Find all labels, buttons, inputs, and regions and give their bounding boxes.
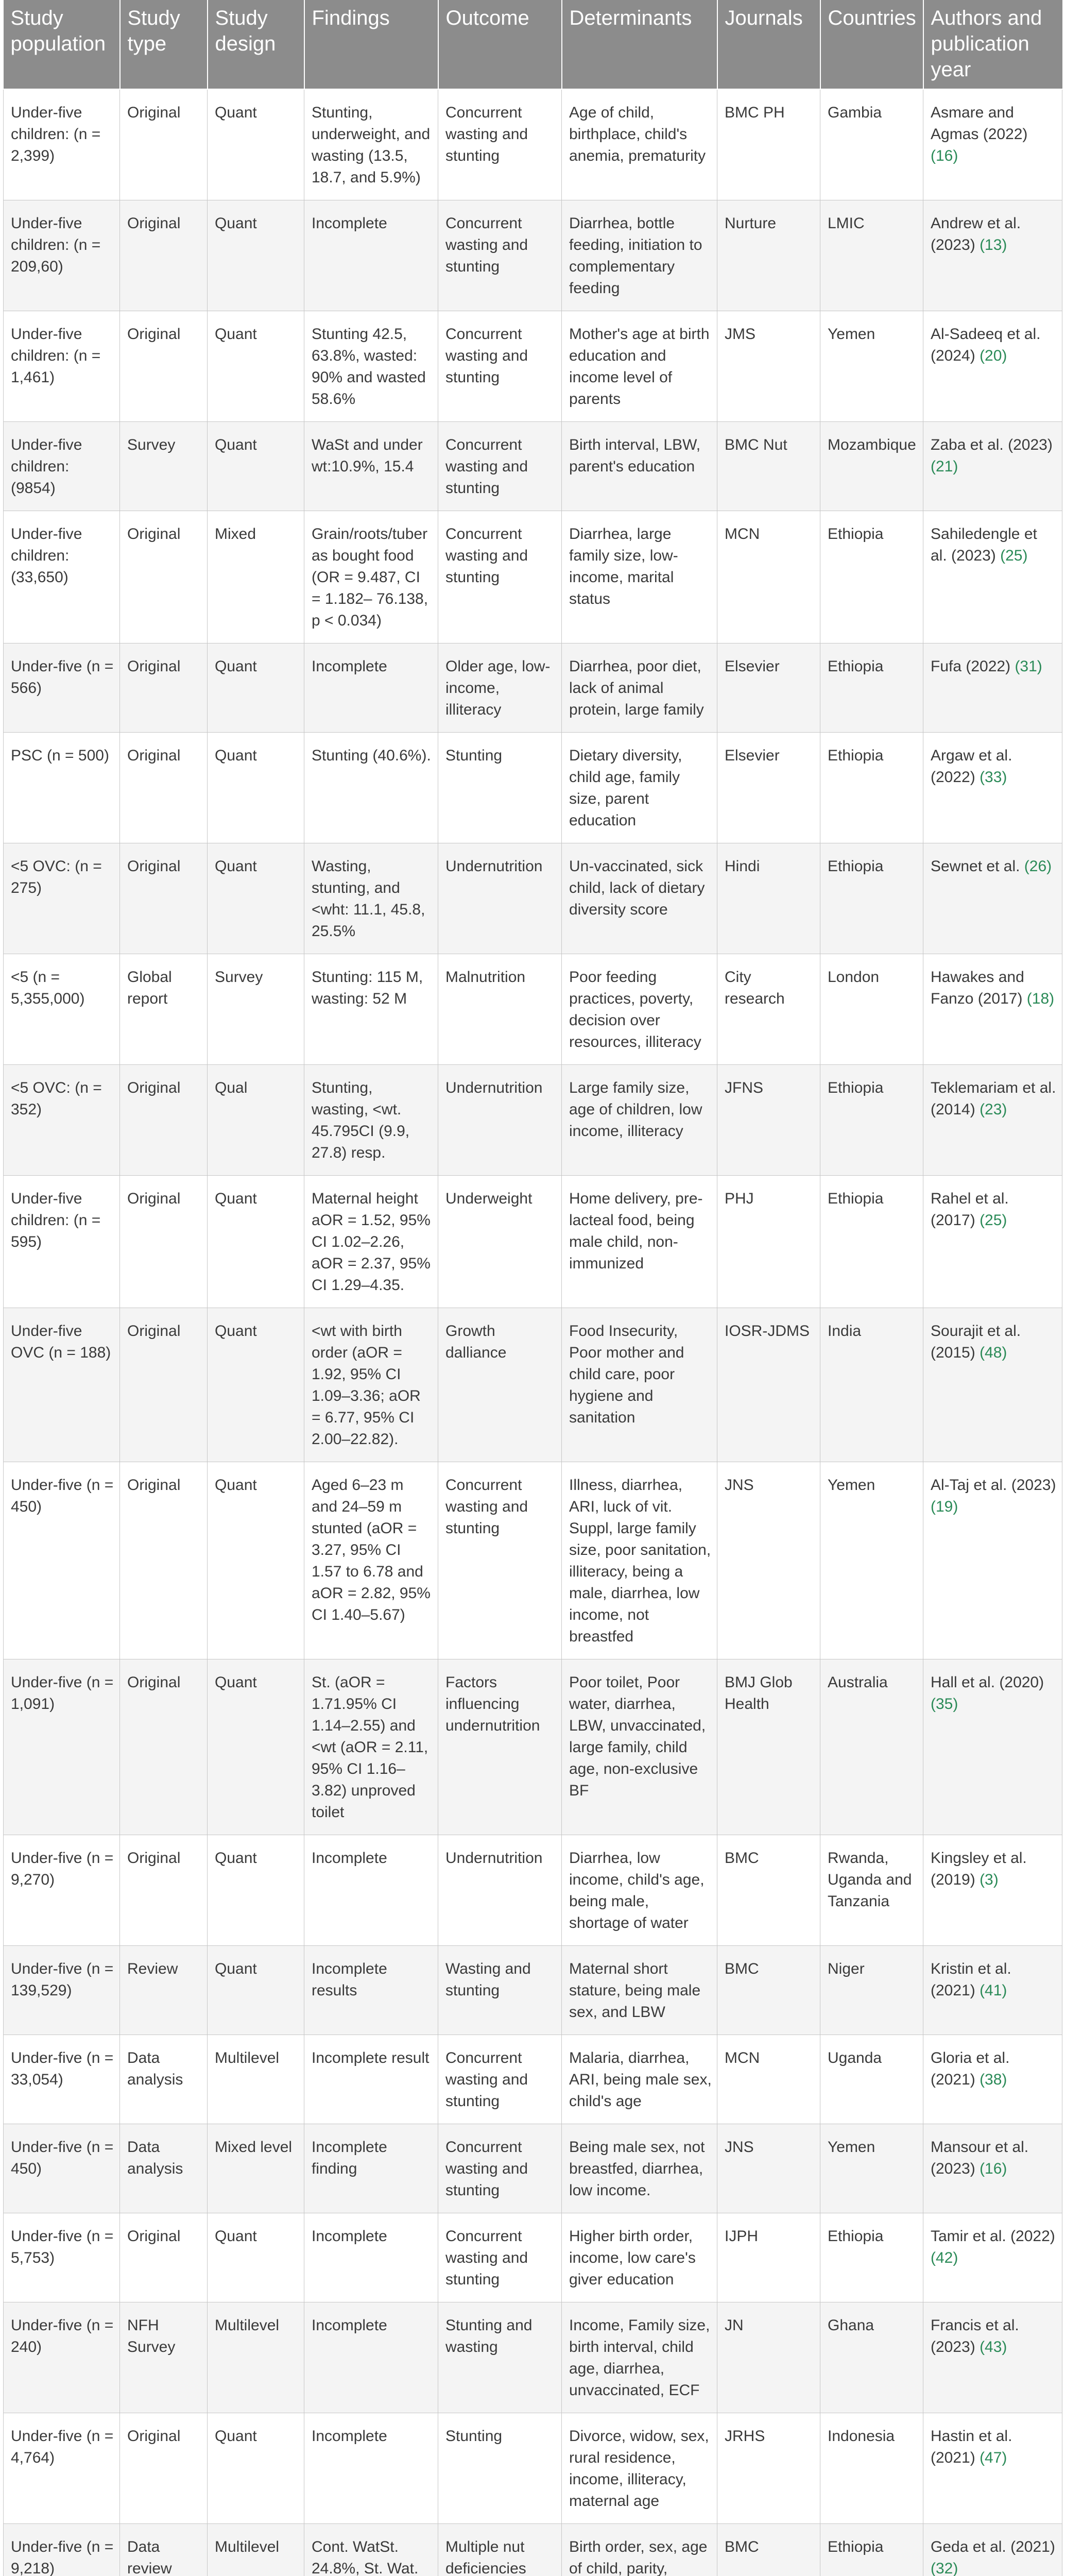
cell-determinants: Poor toilet, Poor water, diarrhea, LBW, unvaccinated, large family, child age, non-exclusive BF	[562, 1659, 717, 1835]
author-citation: Sourajit et al. (2015)	[931, 1323, 1021, 1361]
cell-study-design: Quant	[208, 1946, 304, 2035]
cell-journal: Hindi	[717, 843, 820, 954]
cell-determinants: Un-vaccinated, sick child, lack of dietary diversity score	[562, 843, 717, 954]
author-citation: Tamir et al. (2022)	[931, 2228, 1055, 2245]
table-row	[4, 733, 1062, 843]
cell-outcome: Concurrent wasting and stunting	[438, 511, 562, 643]
cell-authors-year	[923, 733, 1062, 843]
author-citation: Fufa (2022)	[931, 658, 1011, 675]
cell-country: Ethiopia	[820, 733, 923, 843]
table-row	[4, 1308, 1062, 1462]
cell-study-type: Data review	[120, 2524, 208, 2576]
cell-outcome: Stunting	[438, 2413, 562, 2524]
cell-determinants: Dietary diversity, child age, family size, parent education	[562, 733, 717, 843]
cell-study-design: Multilevel	[208, 2035, 304, 2124]
cell-study-population: Under-five (n = 566)	[4, 643, 120, 733]
cell-study-population: Under-five (n = 9,270)	[4, 1835, 120, 1946]
cell-determinants: Poor feeding practices, poverty, decision over resources, illiteracy	[562, 954, 717, 1065]
cell-findings: Incomplete finding	[304, 2124, 438, 2213]
cell-authors-year	[923, 954, 1062, 1065]
cell-outcome: Malnutrition	[438, 954, 562, 1065]
cell-determinants: Diarrhea, large family size, low-income, marital status	[562, 511, 717, 643]
cell-study-design: Quant	[208, 1659, 304, 1835]
cell-findings: Cont. WatSt. 24.8%, St. Wat.	[304, 2524, 438, 2576]
author-citation: Mansour et al. (2023)	[931, 2139, 1029, 2177]
cell-findings: Stunting (40.6%).	[304, 733, 438, 843]
reference-link[interactable]: (25)	[1000, 547, 1028, 564]
cell-journal: JMS	[717, 311, 820, 422]
cell-study-type: Original	[120, 311, 208, 422]
cell-authors-year	[923, 843, 1062, 954]
author-citation: Gloria et al. (2021)	[931, 2049, 1010, 2088]
cell-outcome: Undernutrition	[438, 1835, 562, 1946]
reference-link[interactable]: (41)	[980, 1982, 1007, 1999]
cell-journal: Elsevier	[717, 733, 820, 843]
author-citation: Sahiledengle et al. (2023)	[931, 526, 1037, 564]
reference-link[interactable]: (20)	[980, 347, 1007, 364]
cell-outcome: Wasting and stunting	[438, 1946, 562, 2035]
cell-study-population: Under-five (n = 139,529)	[4, 1946, 120, 2035]
cell-authors-year	[923, 1308, 1062, 1462]
cell-authors-year	[923, 311, 1062, 422]
cell-country: Uganda	[820, 2035, 923, 2124]
cell-authors-year	[923, 2213, 1062, 2302]
cell-study-design: Quant	[208, 89, 304, 200]
cell-journal: JFNS	[717, 1065, 820, 1176]
cell-journal: BMC	[717, 2524, 820, 2576]
author-citation: Hall et al. (2020)	[931, 1674, 1044, 1691]
cell-study-type: Original	[120, 1659, 208, 1835]
cell-country: Indonesia	[820, 2413, 923, 2524]
cell-authors-year	[923, 422, 1062, 511]
table-row	[4, 1065, 1062, 1176]
cell-country: Australia	[820, 1659, 923, 1835]
cell-outcome: Concurrent wasting and stunting	[438, 89, 562, 200]
cell-journal: JRHS	[717, 2413, 820, 2524]
cell-country: Ethiopia	[820, 1065, 923, 1176]
cell-outcome: Concurrent wasting and stunting	[438, 2213, 562, 2302]
cell-outcome: Undernutrition	[438, 843, 562, 954]
cell-study-type: Data analysis	[120, 2035, 208, 2124]
column-header-study-type: Study type	[120, 0, 208, 89]
cell-study-type: Original	[120, 843, 208, 954]
reference-link[interactable]: (42)	[931, 2249, 958, 2266]
column-header-determinants: Determinants	[562, 0, 717, 89]
cell-findings: Incomplete	[304, 1835, 438, 1946]
cell-journal: IJPH	[717, 2213, 820, 2302]
table-row	[4, 2413, 1062, 2524]
author-citation: Argaw et al. (2022)	[931, 747, 1012, 786]
cell-authors-year	[923, 1065, 1062, 1176]
author-citation: Andrew et al. (2023)	[931, 215, 1021, 253]
table-row	[4, 1835, 1062, 1946]
cell-study-design: Quant	[208, 2213, 304, 2302]
cell-outcome: Older age, low-income, illiteracy	[438, 643, 562, 733]
cell-study-type: Original	[120, 511, 208, 643]
cell-study-design: Quant	[208, 643, 304, 733]
cell-study-design: Multilevel	[208, 2302, 304, 2413]
cell-study-type: NFH Survey	[120, 2302, 208, 2413]
cell-outcome: Concurrent wasting and stunting	[438, 2124, 562, 2213]
cell-findings: Wasting, stunting, and <wht: 11.1, 45.8, 25.5%	[304, 843, 438, 954]
cell-determinants: Diarrhea, low income, child's age, being male, shortage of water	[562, 1835, 717, 1946]
author-citation: Hawakes and Fanzo (2017)	[931, 969, 1024, 1007]
cell-determinants: Being male sex, not breastfed, diarrhea, low income.	[562, 2124, 717, 2213]
cell-findings: Stunting, wasting, <wt. 45.795CI (9.9, 27.8) resp.	[304, 1065, 438, 1176]
cell-journal: MCN	[717, 511, 820, 643]
cell-study-design: Mixed level	[208, 2124, 304, 2213]
cell-country: Rwanda, Uganda and Tanzania	[820, 1835, 923, 1946]
cell-study-design: Quant	[208, 1462, 304, 1659]
cell-country: Ethiopia	[820, 843, 923, 954]
cell-authors-year	[923, 1659, 1062, 1835]
cell-outcome: Growth dalliance	[438, 1308, 562, 1462]
cell-study-population: Under-five children: (n = 595)	[4, 1176, 120, 1308]
cell-country: Yemen	[820, 1462, 923, 1659]
cell-study-type: Original	[120, 1308, 208, 1462]
cell-country: Ethiopia	[820, 2213, 923, 2302]
cell-study-type: Original	[120, 643, 208, 733]
cell-country: Ghana	[820, 2302, 923, 2413]
cell-study-population: Under-five children: (9854)	[4, 422, 120, 511]
table-body	[4, 89, 1062, 2576]
reference-link[interactable]: (31)	[1015, 658, 1042, 675]
cell-journal: JN	[717, 2302, 820, 2413]
cell-determinants: Divorce, widow, sex, rural residence, income, illiteracy, maternal age	[562, 2413, 717, 2524]
cell-findings: Incomplete	[304, 2213, 438, 2302]
cell-country: LMIC	[820, 200, 923, 311]
cell-findings: Stunting, underweight, and wasting (13.5, 18.7, and 5.9%)	[304, 89, 438, 200]
cell-study-type: Survey	[120, 422, 208, 511]
column-header-countries: Countries	[820, 0, 923, 89]
cell-journal: City research	[717, 954, 820, 1065]
table-row	[4, 2124, 1062, 2213]
cell-study-population: Under-five (n = 240)	[4, 2302, 120, 2413]
reference-link[interactable]: (13)	[980, 236, 1007, 253]
cell-study-design: Mixed	[208, 511, 304, 643]
cell-study-type: Original	[120, 1176, 208, 1308]
table-row	[4, 2524, 1062, 2576]
author-citation: Al-Sadeeq et al. (2024)	[931, 326, 1041, 364]
author-citation: Kingsley et al. (2019)	[931, 1850, 1027, 1888]
cell-determinants: Diarrhea, bottle feeding, initiation to complementary feeding	[562, 200, 717, 311]
cell-findings: Grain/roots/tuber as bought food (OR = 9.487, CI = 1.182– 76.138, p < 0.034)	[304, 511, 438, 643]
cell-country: London	[820, 954, 923, 1065]
column-header-study-design: Study design	[208, 0, 304, 89]
table-row	[4, 954, 1062, 1065]
table-row	[4, 1176, 1062, 1308]
cell-findings: Stunting: 115 M, wasting: 52 M	[304, 954, 438, 1065]
reference-link[interactable]: (3)	[980, 1871, 999, 1888]
cell-authors-year	[923, 511, 1062, 643]
cell-study-design: Survey	[208, 954, 304, 1065]
table-row	[4, 1462, 1062, 1659]
reference-link[interactable]: (33)	[980, 769, 1007, 786]
cell-study-design: Quant	[208, 733, 304, 843]
author-citation: Zaba et al. (2023)	[931, 436, 1053, 453]
cell-study-type: Original	[120, 89, 208, 200]
column-header-findings: Findings	[304, 0, 438, 89]
cell-authors-year	[923, 200, 1062, 311]
cell-journal: BMC PH	[717, 89, 820, 200]
cell-study-population: Under-five children: (n = 209,60)	[4, 200, 120, 311]
cell-findings: St. (aOR = 1.71.95% CI 1.14–2.55) and <wt (aOR = 2.11, 95% CI 1.16–3.82) unproved toilet	[304, 1659, 438, 1835]
cell-findings: Incomplete results	[304, 1946, 438, 2035]
cell-study-type: Original	[120, 2213, 208, 2302]
cell-determinants: Diarrhea, poor diet, lack of animal protein, large family	[562, 643, 717, 733]
author-citation: Hastin et al. (2021)	[931, 2428, 1012, 2466]
reference-link[interactable]: (21)	[931, 458, 958, 475]
column-header-authors-year: Authors and publication year	[923, 0, 1062, 89]
cell-study-population: Under-five (n = 5,753)	[4, 2213, 120, 2302]
cell-authors-year	[923, 1176, 1062, 1308]
author-citation: Sewnet et al.	[931, 858, 1020, 875]
author-citation: Asmare and Agmas (2022)	[931, 104, 1028, 143]
cell-outcome: Concurrent wasting and stunting	[438, 311, 562, 422]
cell-study-type: Review	[120, 1946, 208, 2035]
cell-study-population: Under-five children: (n = 1,461)	[4, 311, 120, 422]
reference-link[interactable]: (23)	[980, 1101, 1007, 1118]
author-citation: Kristin et al. (2021)	[931, 1960, 1011, 1999]
reference-link[interactable]: (35)	[931, 1696, 958, 1713]
cell-authors-year	[923, 1946, 1062, 2035]
reference-link[interactable]: (26)	[1024, 858, 1052, 875]
table-row	[4, 1659, 1062, 1835]
cell-study-population: Under-five (n = 4,764)	[4, 2413, 120, 2524]
cell-study-design: Qual	[208, 1065, 304, 1176]
author-citation: Francis et al. (2023)	[931, 2317, 1019, 2355]
cell-authors-year	[923, 2413, 1062, 2524]
cell-authors-year	[923, 643, 1062, 733]
table-row	[4, 2213, 1062, 2302]
cell-findings: Stunting 42.5, 63.8%, wasted: 90% and wasted 58.6%	[304, 311, 438, 422]
cell-findings: Incomplete	[304, 200, 438, 311]
cell-findings: Incomplete	[304, 643, 438, 733]
cell-study-population: Under-five OVC (n = 188)	[4, 1308, 120, 1462]
cell-study-design: Quant	[208, 1308, 304, 1462]
cell-country: Ethiopia	[820, 2524, 923, 2576]
cell-country: Ethiopia	[820, 511, 923, 643]
column-header-outcome: Outcome	[438, 0, 562, 89]
author-citation: Rahel et al. (2017)	[931, 1190, 1009, 1229]
table-header-row	[4, 0, 1062, 89]
cell-outcome: Concurrent wasting and stunting	[438, 422, 562, 511]
cell-findings: Maternal height aOR = 1.52, 95% CI 1.02–2.26, aOR = 2.37, 95% CI 1.29–4.35.	[304, 1176, 438, 1308]
cell-findings: Incomplete	[304, 2302, 438, 2413]
cell-outcome: Factors influencing undernutrition	[438, 1659, 562, 1835]
cell-country: Ethiopia	[820, 1176, 923, 1308]
cell-study-population: Under-five children: (n = 2,399)	[4, 89, 120, 200]
column-header-journals: Journals	[717, 0, 820, 89]
cell-authors-year	[923, 1462, 1062, 1659]
cell-country: Yemen	[820, 2124, 923, 2213]
author-citation: Teklemariam et al. (2014)	[931, 1079, 1056, 1118]
cell-study-type: Global report	[120, 954, 208, 1065]
cell-journal: BMC Nut	[717, 422, 820, 511]
cell-study-population: Under-five (n = 450)	[4, 1462, 120, 1659]
cell-study-population: Under-five (n = 33,054)	[4, 2035, 120, 2124]
cell-journal: JNS	[717, 1462, 820, 1659]
cell-study-population: <5 (n = 5,355,000)	[4, 954, 120, 1065]
author-citation: Al-Taj et al. (2023)	[931, 1477, 1056, 1494]
cell-study-population: Under-five (n = 1,091)	[4, 1659, 120, 1835]
reference-link[interactable]: (16)	[931, 147, 958, 164]
cell-findings: WaSt and under wt:10.9%, 15.4	[304, 422, 438, 511]
cell-outcome: Concurrent wasting and stunting	[438, 1462, 562, 1659]
cell-journal: MCN	[717, 2035, 820, 2124]
cell-study-design: Quant	[208, 311, 304, 422]
reference-link[interactable]: (25)	[980, 1212, 1007, 1229]
cell-determinants: Large family size, age of children, low income, illiteracy	[562, 1065, 717, 1176]
cell-study-design: Quant	[208, 422, 304, 511]
table-row	[4, 1946, 1062, 2035]
cell-determinants: Higher birth order, income, low care's giver education	[562, 2213, 717, 2302]
cell-findings: Aged 6–23 m and 24–59 m stunted (aOR = 3.27, 95% CI 1.57 to 6.78 and aOR = 2.82, 95% CI 1.40–5.67)	[304, 1462, 438, 1659]
reference-link[interactable]: (43)	[980, 2338, 1007, 2355]
cell-study-population: Under-five (n = 450)	[4, 2124, 120, 2213]
reference-link[interactable]: (19)	[931, 1498, 958, 1515]
reference-link[interactable]: (18)	[1026, 990, 1055, 1007]
cell-study-type: Original	[120, 2413, 208, 2524]
cell-outcome: Underweight	[438, 1176, 562, 1308]
table-row	[4, 311, 1062, 422]
table-row	[4, 511, 1062, 643]
cell-determinants: Age of child, birthplace, child's anemia, prematurity	[562, 89, 717, 200]
cell-journal: Elsevier	[717, 643, 820, 733]
cell-study-population: <5 OVC: (n = 352)	[4, 1065, 120, 1176]
reference-link[interactable]: (38)	[980, 2071, 1007, 2088]
cell-determinants: Birth interval, LBW, parent's education	[562, 422, 717, 511]
author-citation: Geda et al. (2021)	[931, 2538, 1055, 2555]
cell-authors-year	[923, 2124, 1062, 2213]
cell-study-type: Original	[120, 1065, 208, 1176]
cell-journal: PHJ	[717, 1176, 820, 1308]
cell-determinants: Illness, diarrhea, ARI, luck of vit. Suppl, large family size, poor sanitation, illiteracy, being a male, diarrhea, low income, not breastfed	[562, 1462, 717, 1659]
cell-outcome: Stunting	[438, 733, 562, 843]
column-header-study-population: Study population	[4, 0, 120, 89]
cell-study-design: Quant	[208, 200, 304, 311]
cell-findings: Incomplete	[304, 2413, 438, 2524]
cell-country: Ethiopia	[820, 643, 923, 733]
cell-outcome: Multiple nut deficiencies	[438, 2524, 562, 2576]
cell-country: Gambia	[820, 89, 923, 200]
cell-determinants: Malaria, diarrhea, ARI, being male sex, child's age	[562, 2035, 717, 2124]
table-row	[4, 422, 1062, 511]
table-row	[4, 200, 1062, 311]
reference-link[interactable]: (47)	[980, 2449, 1007, 2466]
cell-journal: BMJ Glob Health	[717, 1659, 820, 1835]
cell-study-population: <5 OVC: (n = 275)	[4, 843, 120, 954]
table-row	[4, 2035, 1062, 2124]
reference-link[interactable]: (48)	[980, 1344, 1007, 1361]
cell-determinants: Maternal short stature, being male sex, and LBW	[562, 1946, 717, 2035]
cell-determinants: Food Insecurity, Poor mother and child care, poor hygiene and sanitation	[562, 1308, 717, 1462]
cell-determinants: Mother's age at birth education and income level of parents	[562, 311, 717, 422]
cell-country: Niger	[820, 1946, 923, 2035]
cell-findings: <wt with birth order (aOR = 1.92, 95% CI 1.09–3.36; aOR = 6.77, 95% CI 2.00–22.82).	[304, 1308, 438, 1462]
literature-review-table	[3, 0, 1062, 2576]
cell-authors-year	[923, 2302, 1062, 2413]
cell-study-type: Data analysis	[120, 2124, 208, 2213]
cell-journal: IOSR-JDMS	[717, 1308, 820, 1462]
cell-study-design: Quant	[208, 843, 304, 954]
literature-table-container	[3, 0, 1062, 2576]
cell-study-type: Original	[120, 733, 208, 843]
cell-journal: BMC	[717, 1835, 820, 1946]
cell-outcome: Concurrent wasting and stunting	[438, 200, 562, 311]
cell-study-design: Quant	[208, 2413, 304, 2524]
table-row	[4, 843, 1062, 954]
cell-determinants: Income, Family size, birth interval, child age, diarrhea, unvaccinated, ECF	[562, 2302, 717, 2413]
cell-country: India	[820, 1308, 923, 1462]
cell-study-design: Quant	[208, 1835, 304, 1946]
cell-determinants: Birth order, sex, age of child, parity,	[562, 2524, 717, 2576]
cell-outcome: Stunting and wasting	[438, 2302, 562, 2413]
cell-determinants: Home delivery, pre-lacteal food, being male child, non-immunized	[562, 1176, 717, 1308]
table-row	[4, 643, 1062, 733]
cell-study-type: Original	[120, 200, 208, 311]
cell-study-population: PSC (n = 500)	[4, 733, 120, 843]
table-row	[4, 89, 1062, 200]
cell-authors-year	[923, 2524, 1062, 2576]
cell-authors-year	[923, 2035, 1062, 2124]
cell-study-type: Original	[120, 1835, 208, 1946]
cell-study-population: Under-five (n = 9,218)	[4, 2524, 120, 2576]
cell-study-design: Multilevel	[208, 2524, 304, 2576]
cell-country: Yemen	[820, 311, 923, 422]
reference-link[interactable]: (32)	[931, 2560, 958, 2576]
cell-journal: Nurture	[717, 200, 820, 311]
reference-link[interactable]: (16)	[980, 2160, 1007, 2177]
cell-study-population: Under-five children: (33,650)	[4, 511, 120, 643]
cell-authors-year	[923, 89, 1062, 200]
table-row	[4, 2302, 1062, 2413]
cell-journal: JNS	[717, 2124, 820, 2213]
cell-country: Mozambique	[820, 422, 923, 511]
cell-study-type: Original	[120, 1462, 208, 1659]
cell-outcome: Undernutrition	[438, 1065, 562, 1176]
cell-journal: BMC	[717, 1946, 820, 2035]
cell-findings: Incomplete result	[304, 2035, 438, 2124]
cell-outcome: Concurrent wasting and stunting	[438, 2035, 562, 2124]
cell-authors-year	[923, 1835, 1062, 1946]
cell-study-design: Quant	[208, 1176, 304, 1308]
